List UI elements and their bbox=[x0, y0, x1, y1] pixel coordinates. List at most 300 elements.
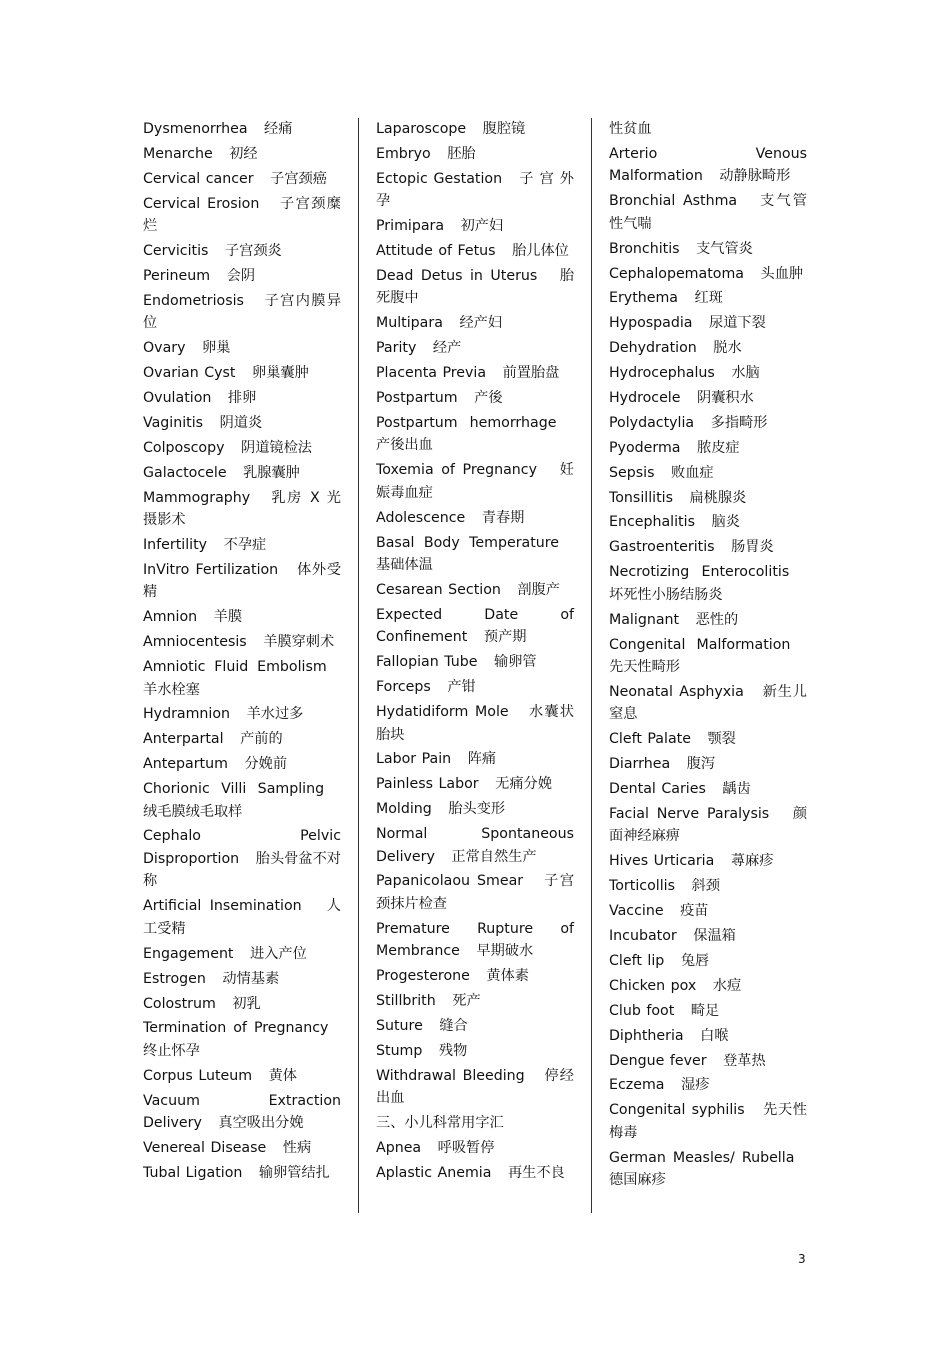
glossary-entry bbox=[376, 215, 574, 238]
term-english: Dead Detus in Uterus bbox=[376, 267, 538, 284]
glossary-entry bbox=[609, 975, 807, 998]
glossary-entry bbox=[376, 337, 574, 360]
term-english: Hydatidiform Mole bbox=[376, 704, 509, 721]
term-chinese: 湿疹 bbox=[681, 1077, 710, 1094]
term-chinese: 黄体 bbox=[268, 1067, 297, 1084]
glossary-entry bbox=[609, 118, 807, 141]
term-chinese: 胎头变形 bbox=[448, 801, 506, 818]
term-english: Club foot bbox=[609, 1002, 675, 1019]
term-chinese: 胎儿体位 bbox=[512, 243, 569, 260]
term-chinese: 三、小儿科常用字汇 bbox=[376, 1115, 504, 1132]
term-english: Engagement bbox=[143, 945, 234, 962]
glossary-entry bbox=[609, 561, 807, 606]
glossary-entry bbox=[376, 798, 574, 821]
glossary-entry bbox=[376, 412, 574, 457]
glossary-entry bbox=[609, 190, 807, 235]
term-chinese: 胎头骨盆不对称 bbox=[143, 850, 341, 890]
term-chinese: 羊水过多 bbox=[246, 706, 304, 723]
term-english: Colposcopy bbox=[143, 439, 225, 456]
glossary-entry bbox=[609, 875, 807, 898]
glossary-entry bbox=[609, 681, 807, 726]
term-chinese: 脓皮症 bbox=[697, 439, 740, 456]
term-chinese: 子宫颈癌 bbox=[270, 170, 327, 187]
term-chinese: 羊膜 bbox=[213, 609, 243, 626]
glossary-entry bbox=[143, 825, 341, 893]
term-chinese: 败血症 bbox=[671, 464, 714, 481]
term-english: Arterio Venous Malformation bbox=[609, 145, 807, 185]
term-english: Laparoscope bbox=[376, 121, 467, 137]
term-english: Chicken pox bbox=[609, 977, 697, 994]
term-chinese: 经产 bbox=[432, 340, 462, 357]
term-chinese: 基础体温 bbox=[376, 557, 433, 574]
glossary-entry bbox=[143, 240, 341, 263]
term-chinese: 水囊状胎块 bbox=[376, 704, 574, 743]
term-chinese: 产钳 bbox=[447, 679, 476, 696]
term-english: Molding bbox=[376, 801, 432, 818]
glossary-entry bbox=[376, 312, 574, 335]
term-english: Amniotic Fluid Embolism bbox=[143, 659, 327, 676]
term-chinese: 腹腔镜 bbox=[482, 121, 526, 137]
term-english: Necrotizing Enterocolitis bbox=[609, 564, 790, 581]
glossary-entry bbox=[376, 143, 574, 166]
term-chinese: 真空吸出分娩 bbox=[218, 1115, 304, 1132]
term-english: Galactocele bbox=[143, 464, 227, 481]
term-english: Vacuum Extraction Delivery bbox=[143, 1092, 341, 1132]
term-chinese: 德国麻疹 bbox=[609, 1172, 666, 1189]
glossary-entry bbox=[143, 362, 341, 385]
glossary-entry bbox=[609, 1025, 807, 1048]
term-english: Endometriosis bbox=[143, 292, 244, 309]
term-chinese: 畸足 bbox=[690, 1002, 720, 1019]
term-english: Gastroenteritis bbox=[609, 539, 715, 556]
glossary-entry bbox=[376, 604, 574, 649]
glossary-entry bbox=[609, 238, 807, 261]
term-chinese: 兔唇 bbox=[680, 952, 710, 969]
term-chinese: 性贫血 bbox=[609, 121, 652, 137]
glossary-entry bbox=[609, 1099, 807, 1144]
glossary-entry bbox=[376, 1112, 574, 1135]
term-chinese: 体外受精 bbox=[143, 561, 342, 601]
term-english: Papanicolaou Smear bbox=[376, 873, 524, 890]
glossary-entry bbox=[609, 803, 807, 848]
term-english: Termination of Pregnancy bbox=[143, 1020, 329, 1037]
term-chinese: 颜面神经麻痹 bbox=[609, 805, 808, 845]
glossary-entry bbox=[376, 579, 574, 602]
term-english: Amniocentesis bbox=[143, 634, 247, 651]
term-english: Congenital syphilis bbox=[609, 1102, 745, 1119]
term-chinese: 输卵管 bbox=[494, 654, 537, 671]
term-chinese: 初乳 bbox=[232, 995, 261, 1012]
term-english: Chorionic Villi Sampling bbox=[143, 781, 325, 798]
term-chinese: 残物 bbox=[438, 1042, 468, 1059]
term-chinese: 经产妇 bbox=[459, 315, 503, 332]
term-english: Hydrocele bbox=[609, 390, 681, 407]
term-chinese: 不孕症 bbox=[223, 536, 267, 553]
term-english: Expected Date of Confinement bbox=[376, 606, 574, 646]
glossary-entry bbox=[376, 1015, 574, 1038]
term-english: Antepartum bbox=[143, 756, 228, 773]
glossary-entry bbox=[376, 701, 574, 746]
term-english: Menarche bbox=[143, 145, 213, 162]
term-chinese: 腹泻 bbox=[686, 756, 716, 773]
glossary-entry bbox=[376, 168, 574, 213]
term-english: Anterpartal bbox=[143, 731, 224, 748]
term-chinese: 保温箱 bbox=[693, 928, 736, 945]
glossary-entry bbox=[609, 850, 807, 873]
term-chinese: 输卵管结扎 bbox=[258, 1165, 330, 1181]
term-chinese: 初经 bbox=[229, 145, 258, 162]
glossary-entry bbox=[143, 118, 341, 141]
term-chinese: 头血肿 bbox=[760, 265, 804, 282]
glossary-entry bbox=[609, 437, 807, 460]
term-chinese: 红斑 bbox=[694, 290, 723, 307]
term-chinese: 子 宫 外 孕 bbox=[376, 170, 574, 210]
term-english: Apnea bbox=[376, 1140, 422, 1157]
term-english: Mammography bbox=[143, 489, 251, 506]
term-english: Malignant bbox=[609, 611, 680, 628]
glossary-entry bbox=[376, 1040, 574, 1063]
term-chinese: 支气管性气喘 bbox=[609, 193, 807, 232]
term-english: Placenta Previa bbox=[376, 365, 487, 382]
glossary-entry bbox=[609, 312, 807, 335]
glossary-entry bbox=[143, 1017, 341, 1062]
term-english: Infertility bbox=[143, 536, 208, 553]
glossary-entry bbox=[143, 895, 341, 940]
glossary-entry bbox=[376, 748, 574, 771]
term-chinese: 先天性畸形 bbox=[609, 659, 680, 676]
glossary-entry bbox=[143, 412, 341, 435]
term-chinese: 脱水 bbox=[713, 340, 742, 357]
term-chinese: 胎死腹中 bbox=[376, 267, 575, 307]
term-english: Attitude of Fetus bbox=[376, 243, 496, 260]
term-chinese: 排卵 bbox=[227, 390, 257, 407]
term-chinese: 经痛 bbox=[264, 121, 293, 137]
term-chinese: 尿道下裂 bbox=[709, 315, 766, 332]
term-chinese: 青春期 bbox=[481, 509, 525, 526]
glossary-entry bbox=[609, 362, 807, 385]
term-chinese: 白喉 bbox=[700, 1027, 729, 1044]
term-chinese: 乳腺囊肿 bbox=[243, 464, 300, 481]
term-english: Erythema bbox=[609, 290, 678, 307]
term-english: Encephalitis bbox=[609, 514, 695, 531]
term-english: Artificial Insemination bbox=[143, 898, 302, 915]
term-chinese: 正常自然生产 bbox=[451, 848, 537, 865]
term-english: Embryo bbox=[376, 145, 431, 162]
term-english: Corpus Luteum bbox=[143, 1067, 253, 1084]
term-chinese: 疫苗 bbox=[680, 903, 709, 920]
glossary-column-3 bbox=[609, 118, 807, 1194]
glossary-entry bbox=[143, 265, 341, 288]
term-english: Tubal Ligation bbox=[143, 1165, 243, 1181]
term-english: Normal Spontaneous Delivery bbox=[376, 826, 574, 865]
term-english: Cesarean Section bbox=[376, 581, 501, 598]
glossary-entry bbox=[376, 459, 574, 504]
term-chinese: 卵巢囊肿 bbox=[252, 365, 309, 382]
glossary-entry bbox=[376, 823, 574, 868]
term-english: Cephalo Pelvic Disproportion bbox=[143, 828, 341, 867]
term-english: Dental Caries bbox=[609, 781, 706, 798]
term-chinese: 肠胃炎 bbox=[731, 539, 774, 556]
term-english: Painless Labor bbox=[376, 776, 479, 793]
term-english: Parity bbox=[376, 340, 417, 357]
term-chinese: 产前的 bbox=[240, 731, 283, 748]
glossary-entry bbox=[143, 387, 341, 410]
column-divider-2 bbox=[591, 118, 592, 1213]
glossary-entry bbox=[376, 990, 574, 1013]
term-english: Cervical Erosion bbox=[143, 195, 260, 212]
term-english: Amnion bbox=[143, 609, 198, 626]
term-english: Premature Rupture of Membrance bbox=[376, 920, 574, 960]
term-english: Stump bbox=[376, 1042, 423, 1059]
glossary-entry bbox=[609, 337, 807, 360]
term-english: German Measles/ Rubella bbox=[609, 1149, 795, 1166]
term-chinese: 性病 bbox=[282, 1140, 312, 1157]
glossary-column-1 bbox=[143, 118, 341, 1187]
term-chinese: 先天性梅毒 bbox=[609, 1102, 807, 1141]
term-chinese: 剖腹产 bbox=[517, 581, 560, 598]
glossary-entry bbox=[143, 534, 341, 557]
term-english: Sepsis bbox=[609, 464, 655, 481]
glossary-entry bbox=[143, 143, 341, 166]
term-chinese: 早期破水 bbox=[476, 943, 534, 960]
glossary-entry bbox=[376, 507, 574, 530]
term-english: Tonsillitis bbox=[609, 489, 673, 506]
glossary-entry bbox=[143, 1090, 341, 1135]
glossary-entry bbox=[609, 387, 807, 410]
glossary-entry bbox=[143, 631, 341, 654]
term-chinese: 颚裂 bbox=[707, 731, 736, 748]
glossary-entry bbox=[376, 265, 574, 310]
term-chinese: 龋齿 bbox=[722, 781, 751, 798]
glossary-entry bbox=[143, 728, 341, 751]
term-english: Diarrhea bbox=[609, 756, 671, 773]
glossary-entry bbox=[609, 1147, 807, 1192]
glossary-entry bbox=[376, 1137, 574, 1160]
term-english: Basal Body Temperature bbox=[376, 534, 560, 551]
term-english: Progesterone bbox=[376, 968, 470, 985]
term-english: Toxemia of Pregnancy bbox=[376, 462, 537, 479]
term-english: Postpartum bbox=[376, 390, 458, 407]
term-chinese: 会阴 bbox=[226, 267, 256, 284]
term-chinese: 支气管炎 bbox=[696, 240, 753, 257]
term-chinese: 子宫颈炎 bbox=[224, 243, 282, 260]
glossary-entry bbox=[609, 1074, 807, 1097]
term-chinese: 产後 bbox=[474, 390, 503, 407]
term-english: Withdrawal Bleeding bbox=[376, 1067, 525, 1084]
term-chinese: 多指畸形 bbox=[710, 414, 768, 431]
glossary-entry bbox=[143, 656, 341, 701]
term-english: Dehydration bbox=[609, 340, 697, 357]
glossary-entry bbox=[609, 143, 807, 188]
term-english: Multipara bbox=[376, 315, 443, 332]
glossary-entry bbox=[143, 168, 341, 191]
glossary-entry bbox=[609, 412, 807, 435]
glossary-entry bbox=[376, 118, 574, 141]
glossary-entry bbox=[376, 918, 574, 963]
term-english: Ovary bbox=[143, 340, 186, 357]
glossary-entry bbox=[609, 1000, 807, 1023]
term-english: Pyoderma bbox=[609, 439, 681, 456]
term-english: Facial Nerve Paralysis bbox=[609, 805, 770, 822]
term-chinese: 子宫内膜异位 bbox=[143, 292, 341, 332]
column-divider-1 bbox=[358, 118, 359, 1213]
term-chinese: 阵痛 bbox=[467, 751, 497, 768]
term-english: Ovarian Cyst bbox=[143, 365, 236, 382]
term-english: Ovulation bbox=[143, 390, 212, 407]
glossary-column-2 bbox=[376, 118, 574, 1187]
term-english: InVitro Fertilization bbox=[143, 561, 279, 578]
glossary-entry bbox=[143, 559, 341, 604]
term-english: Congenital Malformation bbox=[609, 636, 791, 653]
term-english: Hydrocephalus bbox=[609, 365, 715, 382]
glossary-entry bbox=[609, 511, 807, 534]
term-english: Ectopic Gestation bbox=[376, 170, 503, 187]
glossary-entry bbox=[609, 900, 807, 923]
term-english: Cleft Palate bbox=[609, 731, 691, 748]
term-chinese: 子宫颈抹片检查 bbox=[376, 873, 575, 912]
term-english: Bronchitis bbox=[609, 240, 680, 257]
term-english: Primipara bbox=[376, 218, 445, 235]
term-english: Bronchial Asthma bbox=[609, 193, 738, 210]
term-english: Diphtheria bbox=[609, 1027, 684, 1044]
term-english: Forceps bbox=[376, 679, 431, 696]
glossary-entry bbox=[609, 950, 807, 973]
glossary-entry bbox=[143, 943, 341, 966]
glossary-entry bbox=[376, 387, 574, 410]
term-chinese: 呼吸暂停 bbox=[437, 1140, 495, 1157]
term-chinese: 绒毛膜绒毛取样 bbox=[143, 803, 243, 820]
term-english: Incubator bbox=[609, 928, 677, 945]
glossary-entry bbox=[143, 1137, 341, 1160]
glossary-entry bbox=[143, 193, 341, 238]
glossary-entry bbox=[143, 487, 341, 532]
glossary-entry bbox=[609, 263, 807, 286]
term-chinese: 分娩前 bbox=[244, 756, 288, 773]
term-english: Vaccine bbox=[609, 903, 664, 920]
term-english: Cleft lip bbox=[609, 952, 665, 969]
term-english: Hydramnion bbox=[143, 706, 231, 723]
glossary-entry bbox=[143, 290, 341, 335]
term-english: Aplastic Anemia bbox=[376, 1165, 492, 1181]
term-chinese: 停经出血 bbox=[376, 1067, 574, 1107]
term-english: Estrogen bbox=[143, 970, 206, 987]
glossary-entry bbox=[143, 993, 341, 1016]
term-english: Hypospadia bbox=[609, 315, 693, 332]
glossary-entry bbox=[376, 1162, 574, 1185]
term-chinese: 乳房 X 光摄影术 bbox=[143, 489, 341, 529]
term-chinese: 脑炎 bbox=[711, 514, 740, 531]
term-chinese: 无痛分娩 bbox=[495, 776, 552, 793]
glossary-entry bbox=[609, 462, 807, 485]
glossary-entry bbox=[143, 1065, 341, 1088]
term-chinese: 阴道炎 bbox=[219, 414, 263, 431]
term-chinese: 羊膜穿刺术 bbox=[263, 634, 335, 651]
term-chinese: 卵巢 bbox=[202, 340, 231, 357]
term-chinese: 羊水栓塞 bbox=[143, 681, 200, 698]
glossary-entry bbox=[143, 462, 341, 485]
glossary-entry bbox=[376, 1065, 574, 1110]
term-english: Dysmenorrhea bbox=[143, 121, 248, 137]
term-english: Cephalopematoma bbox=[609, 265, 744, 282]
glossary-entry bbox=[376, 870, 574, 915]
term-chinese: 恶性的 bbox=[695, 611, 739, 628]
term-chinese: 斜颈 bbox=[691, 878, 720, 895]
term-english: Perineum bbox=[143, 267, 211, 284]
term-chinese: 胚胎 bbox=[447, 145, 476, 162]
term-chinese: 阴囊积水 bbox=[697, 390, 754, 407]
term-english: Eczema bbox=[609, 1077, 665, 1094]
glossary-entry bbox=[376, 240, 574, 263]
term-chinese: 水脑 bbox=[731, 365, 760, 382]
term-english: Vaginitis bbox=[143, 414, 204, 431]
term-english: Venereal Disease bbox=[143, 1140, 267, 1157]
glossary-entry bbox=[143, 703, 341, 726]
term-english: Labor Pain bbox=[376, 751, 452, 768]
glossary-entry bbox=[376, 676, 574, 699]
glossary-entry bbox=[143, 606, 341, 629]
glossary-entry bbox=[376, 773, 574, 796]
term-chinese: 扁桃腺炎 bbox=[689, 489, 747, 506]
term-chinese: 缝合 bbox=[439, 1018, 468, 1035]
term-chinese: 黄体素 bbox=[486, 968, 529, 985]
term-english: Cervical cancer bbox=[143, 170, 254, 187]
term-english: Postpartum hemorrhage bbox=[376, 414, 557, 431]
term-chinese: 人工受精 bbox=[143, 898, 341, 937]
term-chinese: 动静脉畸形 bbox=[719, 168, 791, 185]
glossary-entry bbox=[609, 778, 807, 801]
term-chinese: 坏死性小肠结肠炎 bbox=[609, 586, 723, 603]
glossary-entry bbox=[143, 968, 341, 991]
page-number: 3 bbox=[798, 1252, 806, 1266]
term-chinese: 阴道镜检法 bbox=[241, 439, 312, 456]
glossary-entry bbox=[609, 634, 807, 679]
term-chinese: 妊娠毒血症 bbox=[376, 462, 574, 501]
term-chinese: 初产妇 bbox=[460, 218, 504, 235]
term-chinese: 前置胎盘 bbox=[502, 365, 560, 382]
term-chinese: 终止怀孕 bbox=[143, 1042, 200, 1059]
glossary-entry bbox=[609, 287, 807, 310]
term-english: Dengue fever bbox=[609, 1052, 707, 1069]
term-chinese: 水痘 bbox=[712, 977, 742, 994]
glossary-entry bbox=[143, 1162, 341, 1185]
term-english: Fallopian Tube bbox=[376, 654, 478, 671]
term-english: Stillbrith bbox=[376, 993, 436, 1010]
glossary-entry bbox=[376, 651, 574, 674]
term-chinese: 动情基素 bbox=[222, 970, 280, 987]
term-english: Hives Urticaria bbox=[609, 853, 715, 870]
term-english: Neonatal Asphyxia bbox=[609, 683, 744, 700]
glossary-entry bbox=[609, 609, 807, 632]
term-chinese: 产後出血 bbox=[376, 437, 433, 454]
glossary-entry bbox=[376, 532, 574, 577]
glossary-entry bbox=[609, 753, 807, 776]
glossary-entry bbox=[143, 753, 341, 776]
term-english: Suture bbox=[376, 1018, 423, 1035]
term-english: Polydactylia bbox=[609, 414, 695, 431]
glossary-entry bbox=[376, 965, 574, 988]
glossary-entry bbox=[609, 728, 807, 751]
term-chinese: 子宫颈糜烂 bbox=[143, 195, 341, 235]
glossary-entry bbox=[143, 437, 341, 460]
glossary-entry bbox=[609, 1050, 807, 1073]
term-chinese: 预产期 bbox=[483, 629, 527, 646]
term-chinese: 死产 bbox=[452, 993, 481, 1010]
glossary-entry bbox=[609, 925, 807, 948]
term-chinese: 进入产位 bbox=[250, 945, 307, 962]
term-english: Cervicitis bbox=[143, 243, 209, 260]
glossary-entry bbox=[609, 536, 807, 559]
term-chinese: 登革热 bbox=[723, 1052, 766, 1069]
